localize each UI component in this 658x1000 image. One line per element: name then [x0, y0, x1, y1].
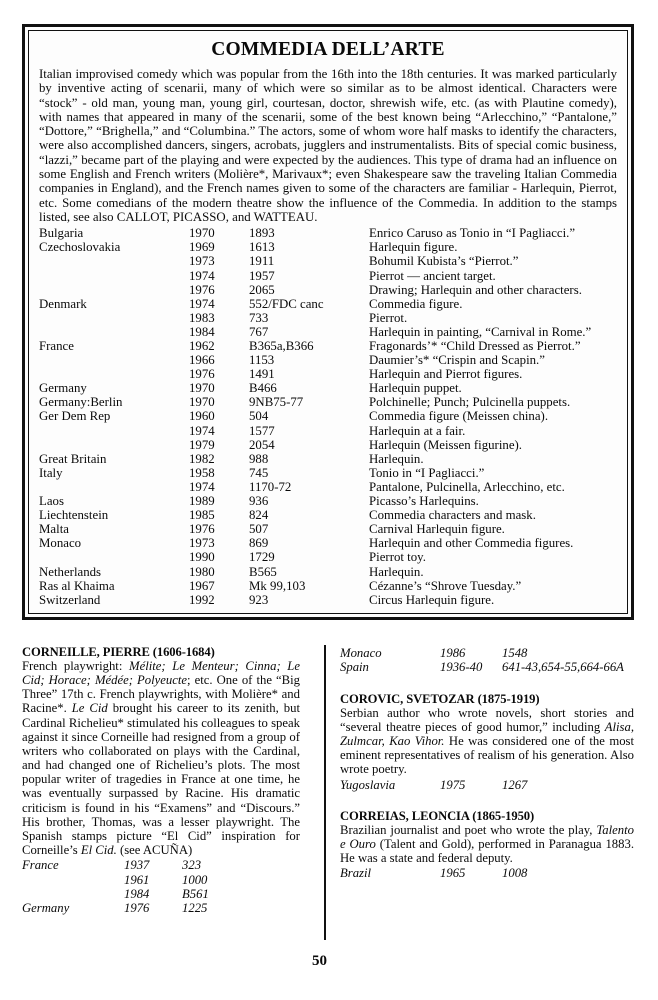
- stamp-catalog-number: Mk 99,103: [249, 578, 306, 593]
- stamp-row: [39, 367, 617, 381]
- stamp-country: Liechtenstein: [39, 508, 109, 523]
- entry-heading-correias: CORREIAS, LEONCIA (1865-1950): [340, 809, 535, 823]
- stamp-catalog-number: 923: [249, 592, 269, 607]
- stamp-ref-country: France: [22, 858, 59, 873]
- stamp-year: 1990: [189, 550, 215, 565]
- stamp-ref-catalog-number: 1267: [502, 777, 528, 792]
- stamp-ref-row: [340, 778, 527, 792]
- stamp-country: Malta: [39, 522, 69, 537]
- stamp-catalog-number: 552/FDC canc: [249, 296, 324, 311]
- stamp-catalog-number: 507: [249, 522, 269, 537]
- stamp-year: 1960: [189, 409, 215, 424]
- stamp-row: [39, 297, 617, 311]
- stamp-catalog-number: 745: [249, 465, 269, 480]
- stamp-row: [39, 424, 617, 438]
- stamp-description: Bohumil Kubista’s “Pierrot.”: [369, 254, 519, 269]
- stamp-year: 1962: [189, 339, 215, 354]
- stamp-ref-row: [340, 660, 624, 674]
- stamp-country: Italy: [39, 465, 63, 480]
- stamp-row: [39, 240, 617, 254]
- stamp-row: [39, 494, 617, 508]
- stamp-row: [39, 395, 617, 409]
- stamp-ref-row: [22, 858, 209, 872]
- entry-body-correias: Brazilian journalist and poet who wrote the play, Talento e Ouro (Talent and Gold), performed in Paranagua 1883. He was a state and federal deputy.: [340, 823, 634, 866]
- stamp-catalog-number: 1491: [249, 367, 275, 382]
- stamp-description: Tonio in “I Pagliacci.”: [369, 465, 485, 480]
- stamp-ref-catalog-number: 1225: [182, 901, 208, 916]
- stamp-description: Daumier’s* “Crispin and Scapin.”: [369, 353, 545, 368]
- page-title: COMMEDIA DELL’ARTE: [211, 39, 445, 60]
- entry-intro-paragraph: Italian improvised comedy which was popular from the 16th into the 18th centuries. It was marked particularly by inventive acting of scenarii, many of which were so similar as to be almost identical. Characters were “stock” - old man, young man, young girl, courtesan, doctor, shrewish wife, etc. (as with Plautine comedy), with names that appeared in many of the scenarii, some of the best known being “Arlecchino,” “Pantalone,” “Dottore,” “Brighella,” and “Columbina.” The actors, some of whom wore half masks to identify the characters, were also accomplished dancers, singers, acrobats, jugglers and instrumentalists. Bits of special comic business, “lazzi,” became part of the playing and were expected by the audiences. This type of drama had an influence on some English and French writers (Molière*, Marivaux*; even Shakespeare saw the traveling Italian Commedia companies in England), and the French names given to some of the characters are familiar - Harlequin, Pierrot, etc. Some comedians of the modern theatre show the influence of the Commedia. In addition to the stamps listed, see also CALLOT, PICASSO, and WATTEAU.: [39, 67, 617, 224]
- stamp-catalog-number: 733: [249, 310, 269, 325]
- stamp-refs-corneille: [22, 858, 209, 916]
- stamp-description: Commedia figure (Meissen china).: [369, 409, 549, 424]
- stamp-ref-country: [22, 873, 124, 887]
- stamp-year: 1974: [189, 423, 215, 438]
- stamp-refs-corneille-body: [22, 858, 209, 916]
- stamp-row: [39, 438, 617, 452]
- stamp-catalog-number: 1577: [249, 423, 275, 438]
- stamp-description: Harlequin figure.: [369, 240, 458, 255]
- stamp-year: 1967: [189, 578, 215, 593]
- stamp-ref-row: [22, 901, 209, 915]
- stamp-ref-year: 1936-40: [440, 660, 483, 675]
- stamp-country: [39, 550, 189, 564]
- stamp-year: 1973: [189, 536, 215, 551]
- stamp-description: Harlequin and Pierrot figures.: [369, 367, 523, 382]
- stamp-catalog-number: 1911: [249, 254, 275, 269]
- stamp-row: [39, 466, 617, 480]
- stamp-description: Pierrot toy.: [369, 550, 426, 565]
- stamp-catalog-number: 1893: [249, 226, 275, 241]
- stamp-refs-corovic: [340, 778, 527, 792]
- stamp-country: [39, 254, 189, 268]
- stamp-row: [39, 579, 617, 593]
- stamp-ref-catalog-number: 1548: [502, 646, 528, 660]
- stamp-country: Laos: [39, 494, 64, 509]
- stamp-description: Pierrot — ancient target.: [369, 268, 496, 283]
- stamp-country: Ras al Khaima: [39, 578, 115, 593]
- entry-body-corneille: French playwright: Mélite; Le Menteur; Cinna; Le Cid; Horace; Médée; Polyeucte; etc. One of the “Big Three” 17th c. French playwrights, with Molière* and Racine*. Le Cid brought his career to its zenith, but Cardinal Richelieu* stimulated his colleagues to speak against it since Corneille had resigned from a group of writers who collaborated on plays with the Cardinal, and had changed one of Richelieu’s plots. The most popular writer of tragedies in France at one time, he was eventually surpassed by Racine. His dramatic criticism is found in his “Examens” and “Discours.” His brother, Thomas, was a lesser playwright. The Spanish stamps picture “El Cid” inspiration for Corneille’s El Cid. (see ACUÑA): [22, 659, 300, 858]
- stamp-description: Fragonards’* “Child Dressed as Pierrot.”: [369, 339, 581, 354]
- stamp-row: [39, 226, 617, 240]
- stamp-description: Pierrot.: [369, 310, 408, 325]
- stamp-country: Great Britain: [39, 451, 107, 466]
- stamp-year: 1974: [189, 296, 215, 311]
- entry-heading-corneille: CORNEILLE, PIERRE (1606-1684): [22, 645, 215, 659]
- stamp-row: [39, 254, 617, 268]
- stamp-catalog-number: 504: [249, 409, 269, 424]
- stamp-catalog-number: 869: [249, 536, 269, 551]
- entry-spacer-2: [340, 792, 634, 809]
- stamp-country: Netherlands: [39, 564, 102, 579]
- stamp-country: Monaco: [39, 536, 82, 551]
- stamp-country: Germany: [39, 381, 87, 396]
- stamp-refs-corovic-body: [340, 778, 527, 792]
- stamp-year: 1976: [189, 522, 215, 537]
- stamp-row: [39, 565, 617, 579]
- stamp-row: [39, 522, 617, 536]
- stamp-description: Commedia figure.: [369, 296, 463, 311]
- stamp-catalog-number: 1729: [249, 550, 275, 565]
- stamp-row: [39, 339, 617, 353]
- stamp-row: [39, 480, 617, 494]
- stamp-description: Commedia characters and mask.: [369, 508, 536, 523]
- stamp-row: [39, 409, 617, 423]
- stamp-description: Harlequin in painting, “Carnival in Rome.”: [369, 324, 592, 339]
- stamp-refs-corneille-continued: [340, 646, 624, 675]
- stamp-description: Polchinelle; Punch; Pulcinella puppets.: [369, 395, 571, 410]
- page-number: 50: [312, 953, 327, 969]
- stamp-country: [39, 325, 189, 339]
- stamp-description: Harlequin and other Commedia figures.: [369, 536, 574, 551]
- stamp-year: 1973: [189, 254, 215, 269]
- stamp-catalog-number: 936: [249, 494, 269, 509]
- stamp-country: Denmark: [39, 296, 87, 311]
- stamp-ref-year: 1961: [124, 872, 150, 887]
- stamp-catalog-number: B365a,B366: [249, 339, 314, 354]
- stamp-catalog-number: 1170-72: [249, 479, 292, 494]
- stamp-country: Czechoslovakia: [39, 240, 121, 255]
- stamp-catalog-number: B466: [249, 381, 277, 396]
- stamp-listing-body: [39, 226, 617, 607]
- stamp-description: Circus Harlequin figure.: [369, 592, 495, 607]
- stamp-year: 1970: [189, 381, 215, 396]
- stamp-ref-row: [340, 866, 527, 880]
- stamp-ref-catalog-number: 1008: [502, 866, 528, 881]
- stamp-catalog-number: 2054: [249, 437, 275, 452]
- stamp-year: 1983: [189, 310, 215, 325]
- stamp-row: [39, 325, 617, 339]
- stamp-ref-catalog-number: 641-43,654-55,664-66A: [502, 660, 624, 675]
- stamp-description: Harlequin.: [369, 564, 424, 579]
- stamp-ref-year: 1937: [124, 858, 150, 873]
- stamp-row: [39, 550, 617, 564]
- stamp-year: 1979: [189, 437, 215, 452]
- stamp-refs-correias: [340, 866, 527, 880]
- stamp-ref-year: 1986: [440, 646, 466, 660]
- stamp-country: [39, 283, 189, 297]
- stamp-year: 1984: [189, 324, 215, 339]
- commedia-entry-box: [22, 24, 634, 620]
- stamp-country: Germany:Berlin: [39, 395, 123, 410]
- stamp-ref-row: [22, 887, 209, 901]
- stamp-row: [39, 452, 617, 466]
- entry-heading-corovic: COROVIC, SVETOZAR (1875-1919): [340, 691, 540, 706]
- stamp-year: 1966: [189, 353, 215, 368]
- stamp-ref-year: 1975: [440, 777, 466, 792]
- stamp-ref-year: 1965: [440, 866, 466, 881]
- stamp-ref-row: [22, 873, 209, 887]
- stamp-ref-catalog-number: 1000: [182, 872, 208, 887]
- stamp-year: 1969: [189, 240, 215, 255]
- stamp-year: 1970: [189, 226, 215, 241]
- stamp-row: [39, 508, 617, 522]
- stamp-country: Bulgaria: [39, 226, 84, 241]
- stamp-description: Picasso’s Harlequins.: [369, 494, 479, 509]
- stamp-year: 1976: [189, 367, 215, 382]
- stamp-description: Cézanne’s “Shrove Tuesday.”: [369, 578, 522, 593]
- stamp-ref-catalog-number: B561: [182, 887, 209, 901]
- right-column: [340, 645, 634, 881]
- stamp-country: [39, 353, 189, 367]
- stamp-row: [39, 311, 617, 325]
- stamp-catalog-number: 824: [249, 508, 269, 523]
- stamp-catalog-number: 2065: [249, 282, 275, 297]
- stamp-ref-year: 1976: [124, 901, 150, 916]
- stamp-country: [39, 269, 189, 283]
- stamp-row: [39, 536, 617, 550]
- stamp-catalog-number: 1613: [249, 240, 275, 255]
- stamp-country: [39, 367, 189, 381]
- stamp-row: [39, 593, 617, 607]
- stamp-catalog-number: 988: [249, 451, 269, 466]
- stamp-description: Harlequin puppet.: [369, 381, 462, 396]
- commedia-entry-box-inner: [28, 30, 628, 614]
- stamp-row: [39, 381, 617, 395]
- stamp-ref-catalog-number: 323: [182, 858, 202, 873]
- stamp-ref-year: 1984: [124, 887, 150, 901]
- stamp-country: [39, 480, 189, 494]
- stamp-year: 1985: [189, 508, 215, 523]
- stamp-year: 1989: [189, 494, 215, 509]
- stamp-description: Harlequin (Meissen figurine).: [369, 437, 523, 452]
- stamp-country: [39, 311, 189, 325]
- stamp-description: Enrico Caruso as Tonio in “I Pagliacci.”: [369, 226, 576, 241]
- stamp-catalog-number: 1153: [249, 353, 275, 368]
- stamp-refs-correias-body: [340, 866, 527, 880]
- lower-two-column-section: [22, 645, 634, 945]
- stamp-description: Harlequin at a fair.: [369, 423, 466, 438]
- stamp-catalog-number: B565: [249, 564, 277, 579]
- stamp-row: [39, 269, 617, 283]
- stamp-ref-country: Germany: [22, 901, 70, 916]
- entry-spacer: [340, 675, 634, 692]
- stamp-year: 1982: [189, 451, 215, 466]
- stamp-country: [39, 424, 189, 438]
- stamp-country: Ger Dem Rep: [39, 409, 111, 424]
- stamp-listing-table: [39, 226, 617, 607]
- stamp-description: Harlequin.: [369, 451, 424, 466]
- stamp-catalog-number: 767: [249, 324, 269, 339]
- stamp-ref-row: [340, 646, 624, 660]
- left-column: [22, 645, 300, 916]
- stamp-ref-country: [22, 887, 124, 901]
- stamp-year: 1992: [189, 592, 215, 607]
- stamp-row: [39, 353, 617, 367]
- stamp-refs-corneille-continued-body: [340, 646, 624, 675]
- stamp-year: 1958: [189, 465, 215, 480]
- stamp-row: [39, 283, 617, 297]
- entry-body-corovic: Serbian author who wrote novels, short stories and “several theatre pieces of good humor,” including Alisa, Zulmcar, Kao Vihor. He was considered one of the most eminent representatives of realism of his generation. Also wrote poetry.: [340, 705, 634, 777]
- stamp-country: France: [39, 339, 74, 354]
- stamp-ref-country: Yugoslavia: [340, 777, 396, 792]
- stamp-year: 1970: [189, 395, 215, 410]
- stamp-year: 1974: [189, 268, 215, 283]
- stamp-ref-country: Brazil: [340, 866, 372, 881]
- stamp-description: Pantalone, Pulcinella, Arlecchino, etc.: [369, 479, 565, 494]
- stamp-description: Drawing; Harlequin and other characters.: [369, 282, 582, 297]
- stamp-catalog-number: 9NB75-77: [249, 395, 304, 410]
- stamp-year: 1974: [189, 479, 215, 494]
- stamp-country: [39, 438, 189, 452]
- stamp-year: 1976: [189, 282, 215, 297]
- column-divider: [324, 645, 326, 940]
- stamp-description: Carnival Harlequin figure.: [369, 522, 505, 537]
- stamp-country: Switzerland: [39, 592, 101, 607]
- stamp-ref-country: Spain: [340, 660, 369, 675]
- stamp-ref-country: Monaco: [340, 646, 382, 660]
- stamp-year: 1980: [189, 564, 215, 579]
- stamp-catalog-number: 1957: [249, 268, 275, 283]
